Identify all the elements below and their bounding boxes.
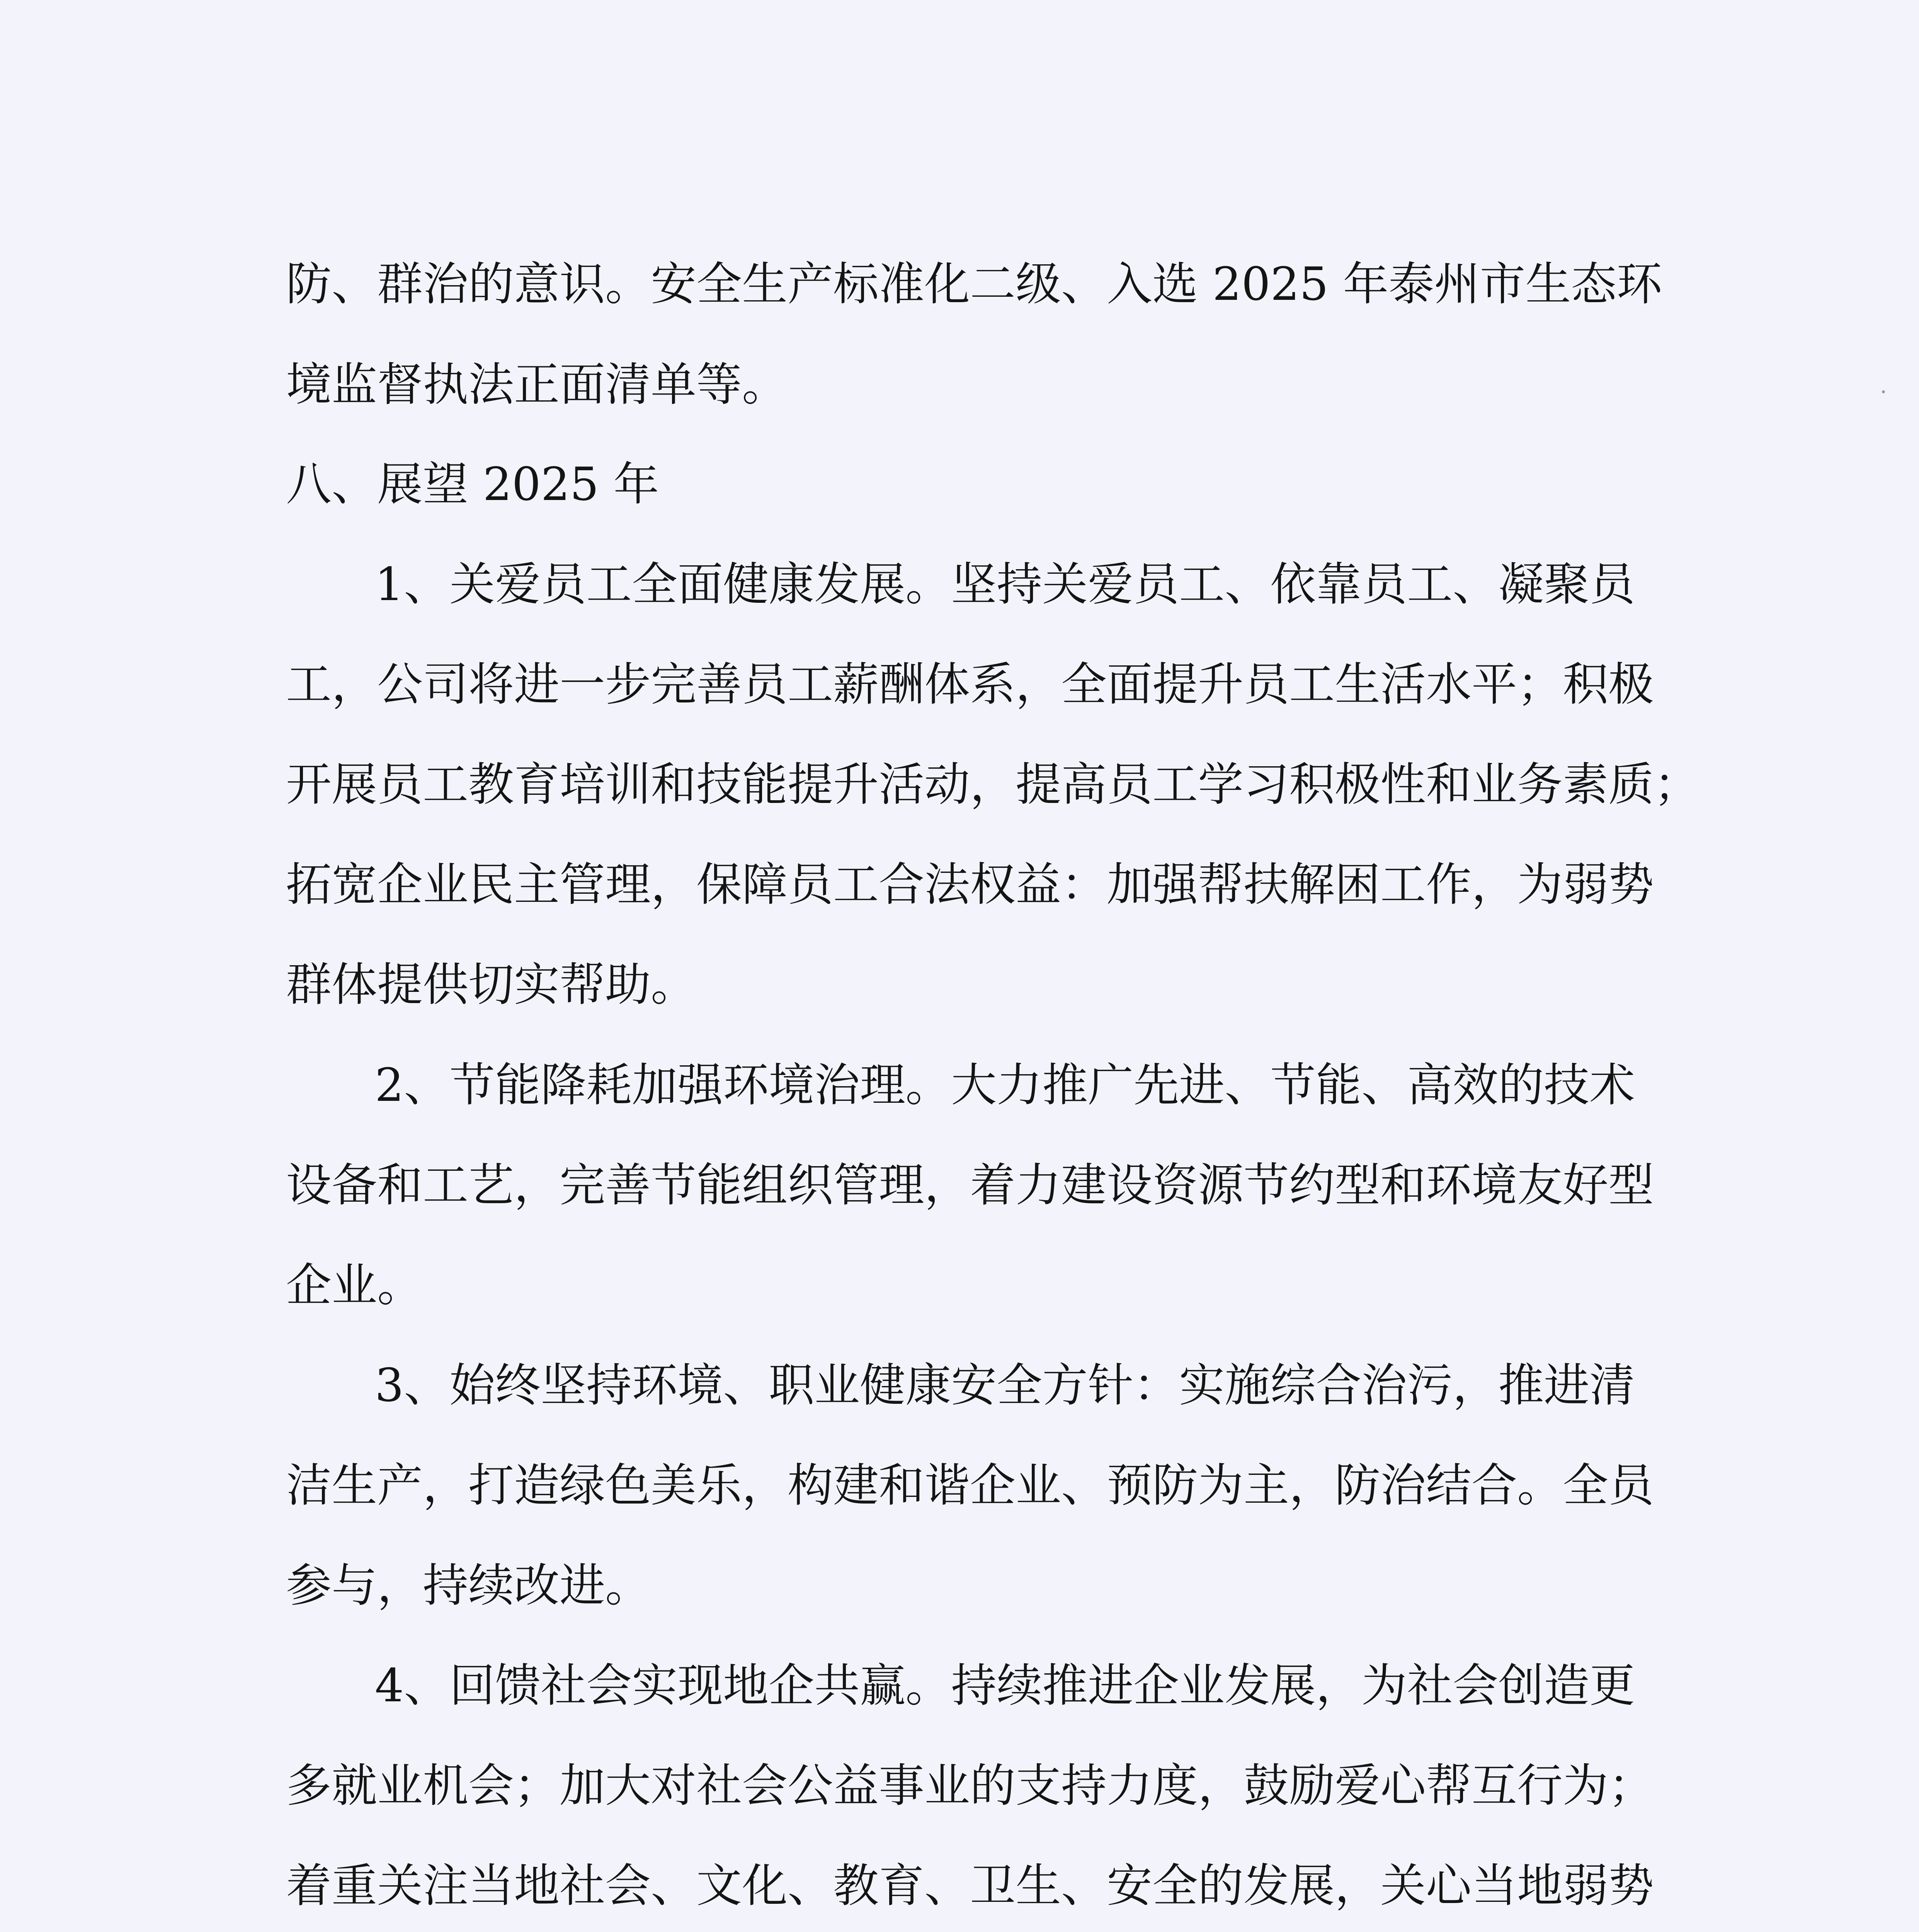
body-line: 洁生产，打造绿色美乐，构建和谐企业、预防为主，防治结合。全员 [286,1459,1654,1512]
body-line: 拓宽企业民主管理，保障员工合法权益：加强帮扶解困工作，为弱势 [286,858,1654,911]
body-line: 企业。 [286,1259,423,1312]
body-line: 多就业机会；加大对社会公益事业的支持力度，鼓励爱心帮互行为； [286,1759,1654,1812]
body-line: 境监督执法正面清单等。 [286,358,788,411]
paragraph-1-first-line: 1、关爱员工全面健康发展。坚持关爱员工、依靠员工、凝聚员 [375,558,1635,611]
paragraph-3-first-line: 3、始终坚持环境、职业健康安全方针：实施综合治污，推进清 [375,1359,1635,1412]
scan-speck [1882,390,1885,393]
paragraph-2-first-line: 2、节能降耗加强环境治理。大力推广先进、节能、高效的技术 [375,1058,1635,1112]
body-line: 防、群治的意识。安全生产标准化二级、入选 2025 年泰州市生态环 [286,257,1662,311]
body-line: 参与，持续改进。 [286,1559,651,1612]
body-line: 工，公司将进一步完善员工薪酬体系，全面提升员工生活水平；积极 [286,658,1654,711]
paragraph-4-first-line: 4、回馈社会实现地企共赢。持续推进企业发展，为社会创造更 [375,1659,1635,1712]
body-line: 群体提供切实帮助。 [286,958,697,1011]
body-line: 设备和工艺，完善节能组织管理，着力建设资源节约型和环境友好型 [286,1158,1654,1212]
section-heading: 八、展望 2025 年 [286,457,659,511]
body-line: 开展员工教育培训和技能提升活动，提高员工学习积极性和业务素质； [286,758,1700,811]
body-line: 着重关注当地社会、文化、教育、卫生、安全的发展，关心当地弱势 [286,1859,1654,1912]
